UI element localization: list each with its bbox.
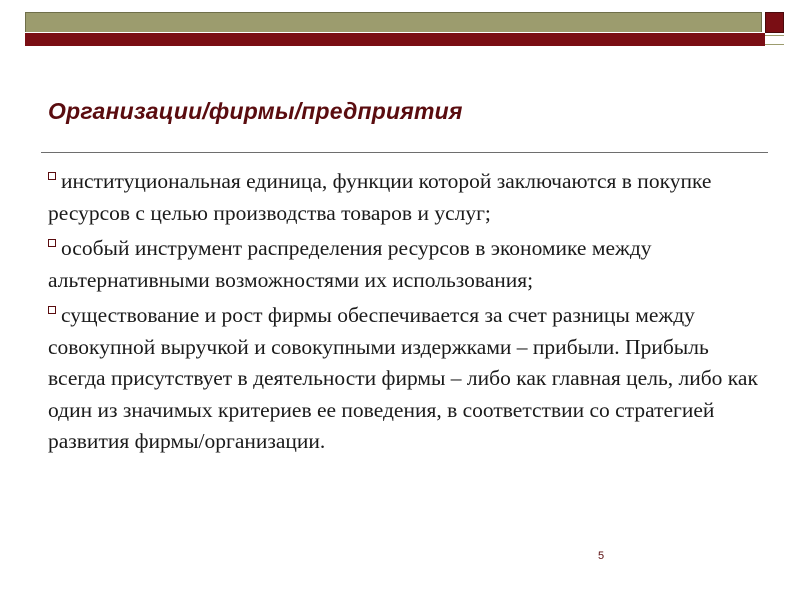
bullet-text: институциональная единица, функции которой заключаются в покупке ресурсов с целью производства товаров и услуг; bbox=[48, 169, 712, 225]
header-corner-lines bbox=[765, 35, 784, 45]
bullet-item bbox=[48, 233, 768, 296]
slide-title: Организации/фирмы/предприятия bbox=[48, 98, 463, 124]
hollow-square-bullet-icon bbox=[48, 239, 56, 247]
bullet-item bbox=[48, 166, 768, 229]
hollow-square-bullet-icon bbox=[48, 172, 56, 180]
bullet-text: особый инструмент распределения ресурсов в экономике между альтернативными возможностями их использования; bbox=[48, 236, 652, 292]
bullet-item bbox=[48, 300, 768, 458]
header-maroon-bar bbox=[25, 33, 765, 46]
bullet-list bbox=[48, 166, 768, 462]
title-underline bbox=[41, 152, 768, 153]
page-number: 5 bbox=[598, 550, 605, 562]
header-corner-square bbox=[765, 12, 784, 33]
bullet-text: существование и рост фирмы обеспечивается за счет разницы между совокупной выручкой и совокупными издержками – прибыли. Прибыль всегда присутствует в деятельности фирмы – либо как главная цель, либо как один из значимых критериев ее поведения, в соответствии со стратегией развития фирмы/организации. bbox=[48, 303, 758, 453]
header-olive-bar bbox=[25, 12, 762, 33]
hollow-square-bullet-icon bbox=[48, 306, 56, 314]
